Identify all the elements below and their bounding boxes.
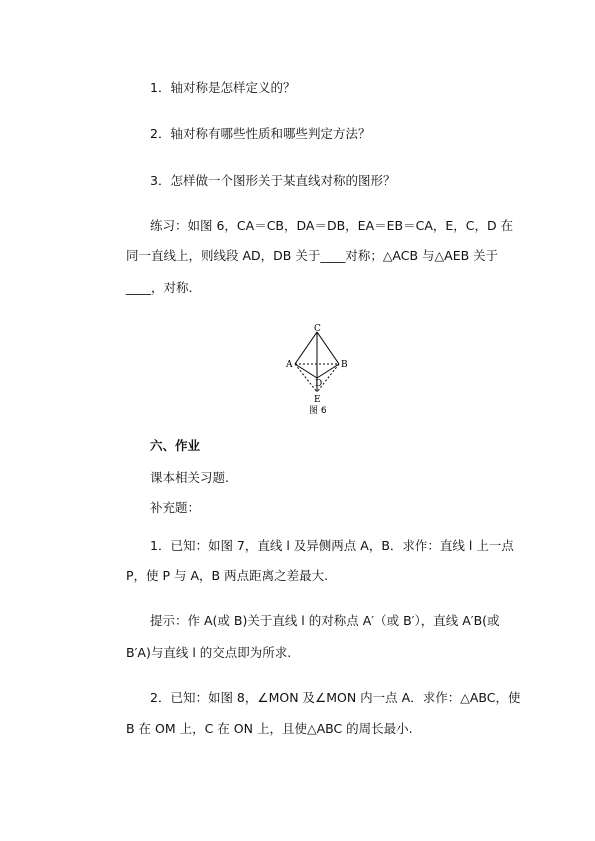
homework-line-2: 补充题： [150, 500, 201, 515]
homework-line-1: 课本相关习题. [150, 470, 229, 485]
figure-6-caption: 图 6 [309, 406, 327, 414]
question-3: 3．怎样做一个图形关于某直线对称的图形？ [150, 173, 396, 188]
problem-2-line-2: B 在 OM 上，C 在 ON 上，且使△ABC 的周长最小. [126, 721, 413, 736]
hint-line-1: 提示：作 A(或 B)关于直线 l 的对称点 A′（或 B′），直线 A′B(或 [150, 613, 500, 628]
exercise-line-1: 练习：如图 6，CA＝CB，DA＝DB，EA＝EB＝CA，E，C，D 在 [150, 218, 514, 233]
label-e: E [314, 395, 321, 405]
exercise-line-2: 同一直线上，则线段 AD，DB 关于____对称；△ACB 与△AEB 关于 [126, 248, 499, 263]
exercise-line-3: ____，对称. [126, 280, 193, 295]
question-1: 1．轴对称是怎样定义的？ [150, 80, 296, 95]
segment-ad [295, 364, 317, 378]
label-b: B [341, 360, 348, 370]
segment-bd [317, 364, 339, 378]
segment-cb [317, 332, 339, 364]
figure-6 [282, 322, 354, 414]
problem-1-line-1: 1．已知：如图 7，直线 l 及异侧两点 A，B．求作：直线 l 上一点 [150, 538, 514, 553]
figure-6-diagram [282, 322, 354, 414]
problem-1-line-2: P，使 P 与 A，B 两点距离之差最大. [126, 568, 329, 583]
homework-heading: 六、作业 [150, 438, 201, 453]
problem-2-line-1: 2．已知：如图 8，∠MON 及∠MON 内一点 A．求作：△ABC，使 [150, 690, 521, 705]
label-d: D [315, 379, 323, 389]
segment-ae [295, 364, 317, 392]
label-c: C [314, 324, 321, 334]
segment-ca [295, 332, 317, 364]
question-2: 2．轴对称有哪些性质和哪些判定方法？ [150, 126, 371, 141]
hint-line-2: B′A)与直线 l 的交点即为所求. [126, 645, 292, 660]
label-a: A [286, 360, 293, 370]
